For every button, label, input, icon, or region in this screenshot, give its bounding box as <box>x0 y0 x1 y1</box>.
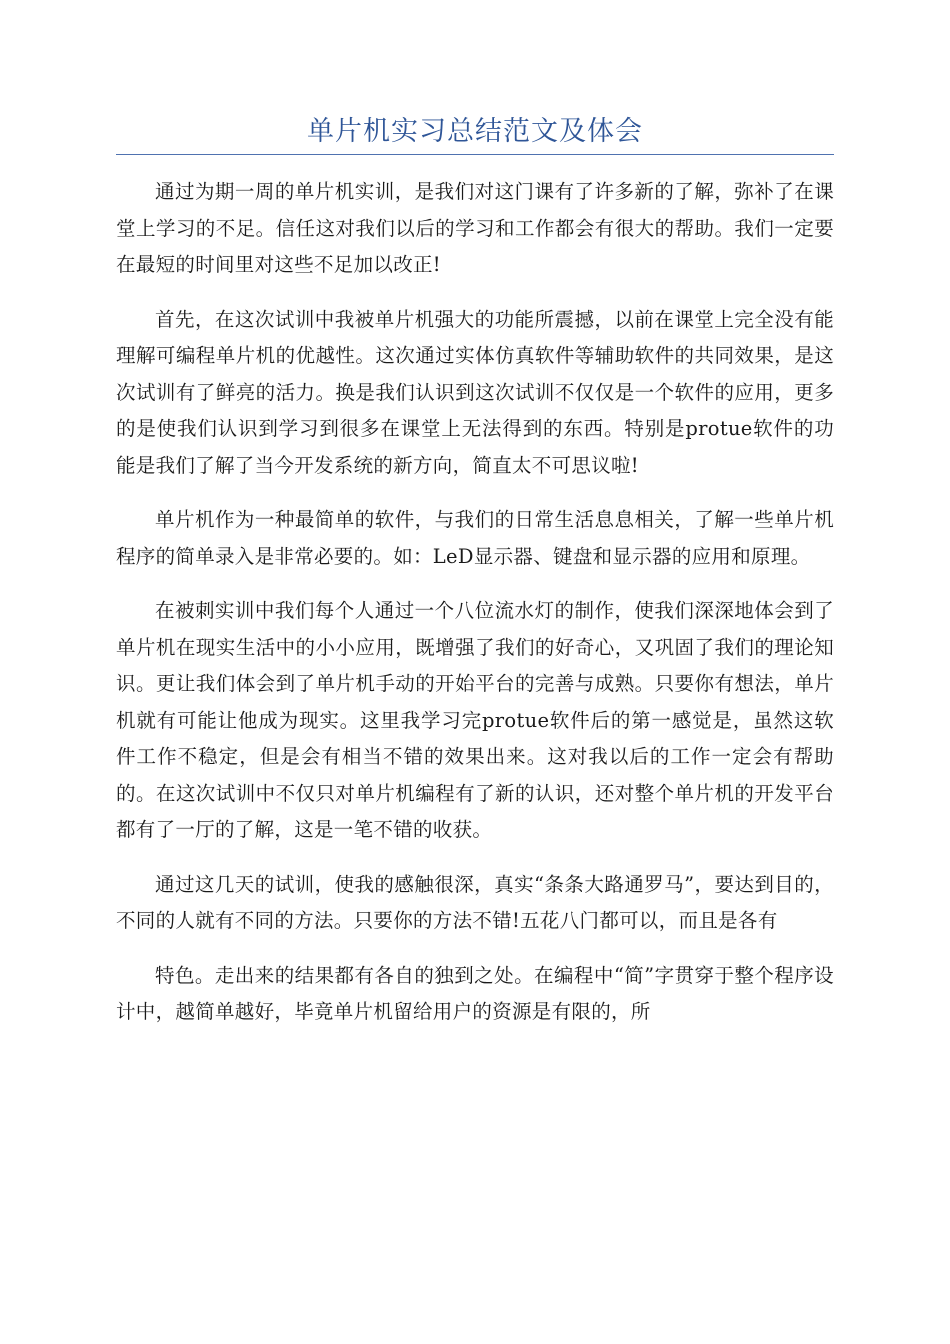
title-underline <box>116 154 834 155</box>
paragraph: 在被刺实训中我们每个人通过一个八位流水灯的制作，使我们深深地体会到了单片机在现实生活中的小小应用，既增强了我们的好奇心，又巩固了我们的理论知识。更让我们体会到了单片机手动的开始平台的完善与成熟。只要你有想法，单片机就有可能让他成为现实。这里我学习完protue软件后的第一感觉是，虽然这软件工作不稳定，但是会有相当不错的效果出来。这对我以后的工作一定会有帮助的。在这次试训中不仅只对单片机编程有了新的认识，还对整个单片机的开发平台都有了一厅的了解，这是一笔不错的收获。 <box>116 599 834 841</box>
paragraph: 首先，在这次试训中我被单片机强大的功能所震撼，以前在课堂上完全没有能理解可编程单片机的优越性。这次通过实体仿真软件等辅助软件的共同效果，是这次试训有了鲜亮的活力。换是我们认识到这次试训不仅仅是一个软件的应用，更多的是使我们认识到学习到很多在课堂上无法得到的东西。特别是protue软件的功能是我们了解了当今开发系统的新方向，简直太不可思议啦! <box>116 307 834 477</box>
paragraph: 通过这几天的试训，使我的感触很深，真实“条条大路通罗马”，要达到目的，不同的人就有不同的方法。只要你的方法不错!五花八门都可以，而且是各有 <box>116 872 834 932</box>
paragraph: 单片机作为一种最简单的软件，与我们的日常生活息息相关，了解一些单片机程序的简单录入是非常必要的。如：LeD显示器、键盘和显示器的应用和原理。 <box>116 508 834 568</box>
paragraph: 通过为期一周的单片机实训，是我们对这门课有了许多新的了解，弥补了在课堂上学习的不足。信任这对我们以后的学习和工作都会有很大的帮助。我们一定要在最短的时间里对这些不足加以改正! <box>116 180 834 276</box>
document-body <box>116 174 834 1049</box>
document-title: 单片机实习总结范文及体会 <box>307 116 643 147</box>
paragraph: 特色。走出来的结果都有各自的独到之处。在编程中“简”字贯穿于整个程序设计中，越简单越好，毕竟单片机留给用户的资源是有限的，所 <box>116 963 834 1023</box>
